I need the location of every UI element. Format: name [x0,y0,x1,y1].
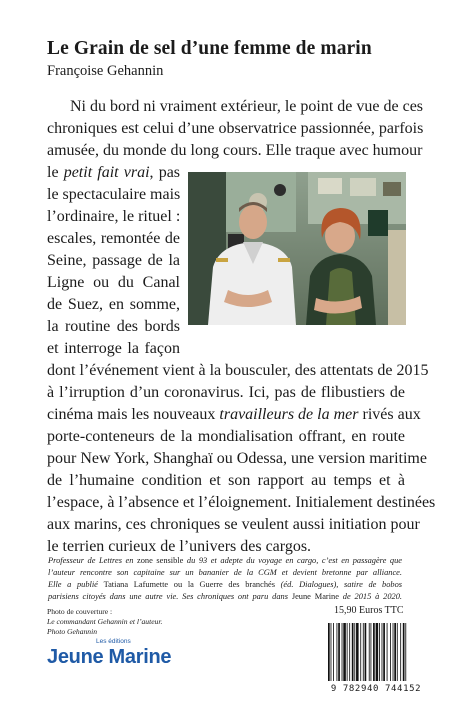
blurb-line: porte-conteneurs de la mondialisation offrant, en route [47,428,405,445]
barcode-bar [383,623,385,681]
blurb-line: l’ordinaire, le rituel : [47,208,181,225]
blurb-line: le spectaculaire mais [47,186,181,203]
blurb-line: cinéma mais les nouveaux travailleurs de la mer rivés aux [47,406,421,423]
blurb-line: et interroge la façon [47,340,180,357]
blurb-line: de Suez, en somme, [47,296,180,313]
barcode-bar [337,623,338,681]
book-title: Le Grain de sel d’une femme de marin [47,38,372,59]
barcode-bar [371,623,372,681]
blurb-line: pour New York, Shanghaï ou Odessa, une version maritime [47,450,427,467]
blurb-line: à l’irruption d’un coronavirus. Ici, pas de flibustiers de [47,384,405,401]
blurb-line: aux marins, ces chroniques se veulent aussi initiation pour [47,516,420,533]
price-label: 15,90 Euros TTC [334,605,404,616]
photo-credit-source: Photo Gehannin [47,627,97,636]
photo-credit-heading: Photo de couverture : [47,607,113,616]
author-bio-line: parisiens citoyés dans une autre vie. Ses chroniques ont paru dans Jeune Marine de 2015 à 2020. [48,592,403,601]
barcode-bar [373,623,375,681]
blurb-line: Seine, passage de la [47,252,180,269]
blurb-line: dont l’événement vient à la bousculer, des attentats de 2015 [47,362,429,379]
blurb-line: le terrien curieux de l’univers des cargos. [47,538,312,555]
cover-photo [188,172,406,325]
blurb-line: Ni du bord ni vraiment extérieur, le point de vue de ces [70,98,424,115]
barcode-bar [387,623,388,681]
blurb-line: de l’humaine condition et son rapport au temps et à [47,472,405,489]
barcode-bar [360,623,361,681]
blurb-line: escales, remontée de [47,230,180,247]
blurb-line: l’espace, à l’absence et l’éloignement. Initialement destinées [47,494,436,511]
barcode-bar [363,623,364,681]
barcode-bar [397,623,398,681]
author-bio-line: l’auteur rencontre son capitaine sur un bananier de la CGM et devient bretonne par alliance. [48,568,402,577]
barcode-bar [393,623,394,681]
barcode-bar [352,623,354,681]
photo-credit-caption: Le commandant Gehannin et l’auteur. [47,617,163,626]
blurb-line: le petit fait vrai, pas [47,164,181,181]
barcode-bar [328,623,330,681]
barcode-bar [342,623,343,681]
barcode-bar [369,623,370,681]
barcode-icon [326,623,426,683]
blurb-line: Ligne ou du Canal [47,274,180,291]
blurb-line: chroniques est celui d’une observatrice passionnée, parfois [47,120,424,137]
barcode-bar [379,623,380,681]
author-name: Françoise Gehannin [47,63,164,79]
barcode-bar [333,623,334,681]
blurb-line: la routine des bords [47,318,180,335]
barcode-bar [382,623,383,681]
barcode-bar [338,623,340,681]
blurb-line: amusée, du monde du long cours. Elle traque avec humour [47,142,423,159]
publisher-logo-small: Les éditions [96,638,131,645]
barcode-bar [365,623,367,681]
barcode-bar [405,623,406,681]
barcode-bar [400,623,401,681]
barcode-bar [343,623,346,681]
barcode-bar [354,623,355,681]
author-bio-line: Professeur de Lettres en zone sensible du 93 et adepte du voyage en cargo, c’est en passagère que [48,556,402,565]
publisher-logo: Jeune Marine [47,646,172,668]
barcode-bar [390,623,391,681]
barcode-bar [394,623,396,681]
author-bio-line: Elle a publié Tatiana Lafumette ou la Guerre des branchés (éd. Dialogues), satire de bobos [48,580,403,589]
barcode-bar [403,623,405,681]
isbn-number: 9 782940 744152 [330,684,422,694]
barcode-bar [331,623,332,681]
barcode-bar [356,623,359,681]
barcode-bar [347,623,348,681]
barcode-bar [376,623,379,681]
barcode-bar [349,623,350,681]
